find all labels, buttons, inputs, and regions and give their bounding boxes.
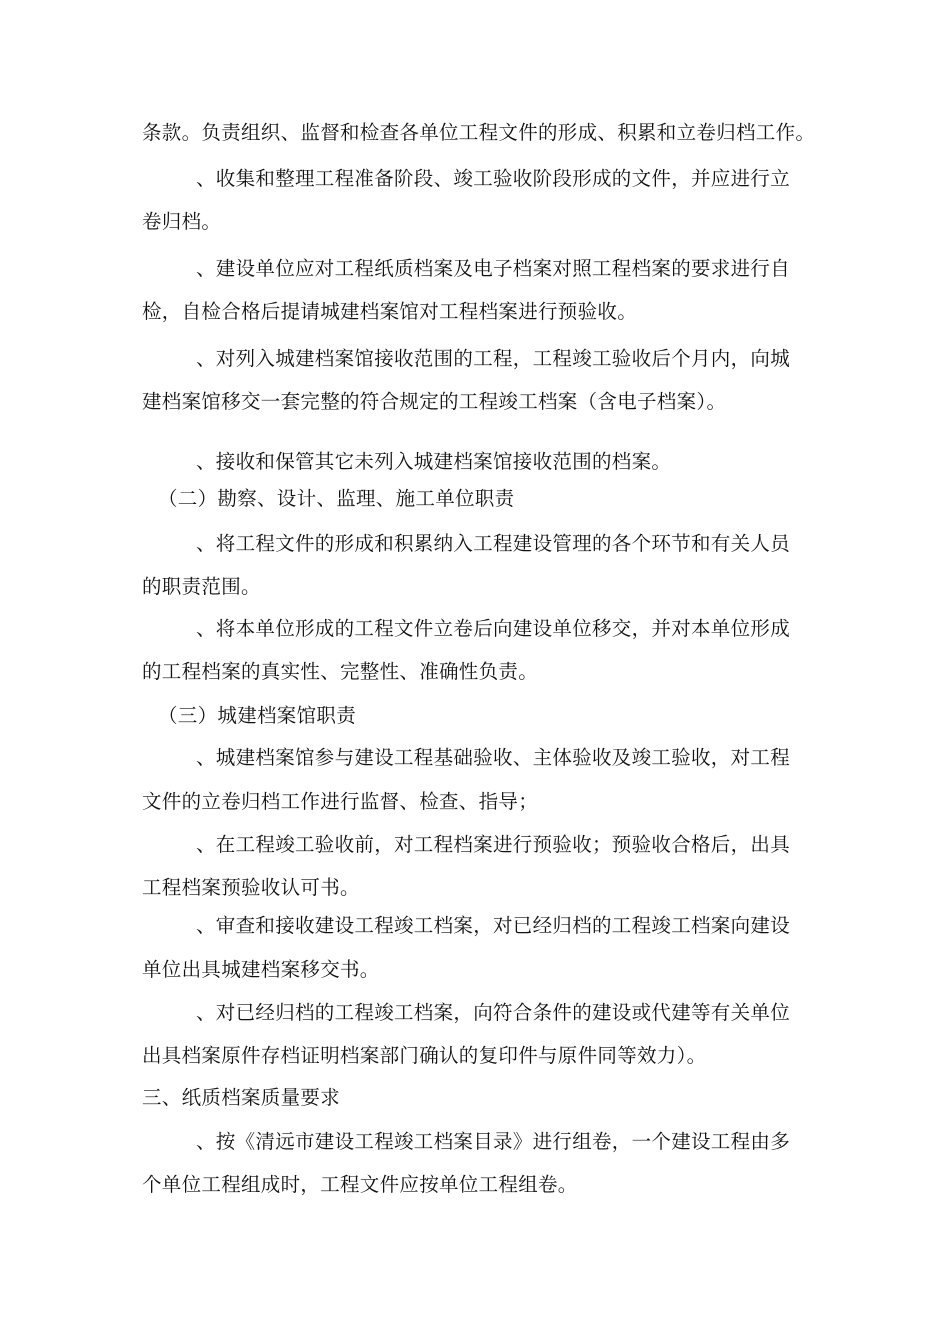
paragraph-line: 、对已经归档的工程竣工档案，向符合条件的建设或代建等有关单位 xyxy=(196,1001,791,1024)
paragraph-line: 、将本单位形成的工程文件立卷后向建设单位移交，并对本单位形成 xyxy=(196,617,791,640)
section-heading: （二）勘察、设计、监理、施工单位职责 xyxy=(158,487,515,510)
paragraph-line: 、审查和接收建设工程竣工档案，对已经归档的工程竣工档案向建设 xyxy=(196,914,791,937)
paragraph-line: 个单位工程组成时，工程文件应按单位工程组卷。 xyxy=(142,1173,578,1196)
paragraph-line: 、接收和保管其它未列入城建档案馆接收范围的档案。 xyxy=(196,450,672,473)
paragraph-line: 、城建档案馆参与建设工程基础验收、主体验收及竣工验收，对工程 xyxy=(196,746,791,769)
paragraph-line: 、对列入城建档案馆接收范围的工程，工程竣工验收后个月内，向城 xyxy=(196,347,791,370)
section-heading: 三、纸质档案质量要求 xyxy=(142,1086,341,1109)
paragraph-line: 单位出具城建档案移交书。 xyxy=(142,958,380,981)
paragraph-line: 、收集和整理工程准备阶段、竣工验收阶段形成的文件，并应进行立 xyxy=(196,167,791,190)
paragraph-line: 条款。负责组织、监督和检查各单位工程文件的形成、积累和立卷归档工作。 xyxy=(142,121,816,144)
paragraph-line: 出具档案原件存档证明档案部门确认的复印件与原件同等效力）。 xyxy=(142,1044,707,1067)
paragraph-line: 文件的立卷归档工作进行监督、检查、指导； xyxy=(142,790,539,813)
paragraph-line: 工程档案预验收认可书。 xyxy=(142,876,360,899)
paragraph-line: 卷归档。 xyxy=(142,210,222,233)
paragraph-line: 、建设单位应对工程纸质档案及电子档案对照工程档案的要求进行自 xyxy=(196,257,791,280)
paragraph-line: 、将工程文件的形成和积累纳入工程建设管理的各个环节和有关人员 xyxy=(196,532,791,555)
paragraph-line: 建档案馆移交一套完整的符合规定的工程竣工档案（含电子档案）。 xyxy=(142,390,727,413)
paragraph-line: 、在工程竣工验收前，对工程档案进行预验收；预验收合格后，出具 xyxy=(196,833,791,856)
paragraph-line: 检，自检合格后提请城建档案馆对工程档案进行预验收。 xyxy=(142,300,638,323)
paragraph-line: 的职责范围。 xyxy=(142,575,261,598)
paragraph-line: 的工程档案的真实性、完整性、准确性负责。 xyxy=(142,660,539,683)
paragraph-line: 、按《清远市建设工程竣工档案目录》进行组卷，一个建设工程由多 xyxy=(196,1130,791,1153)
section-heading: （三）城建档案馆职责 xyxy=(158,704,357,727)
